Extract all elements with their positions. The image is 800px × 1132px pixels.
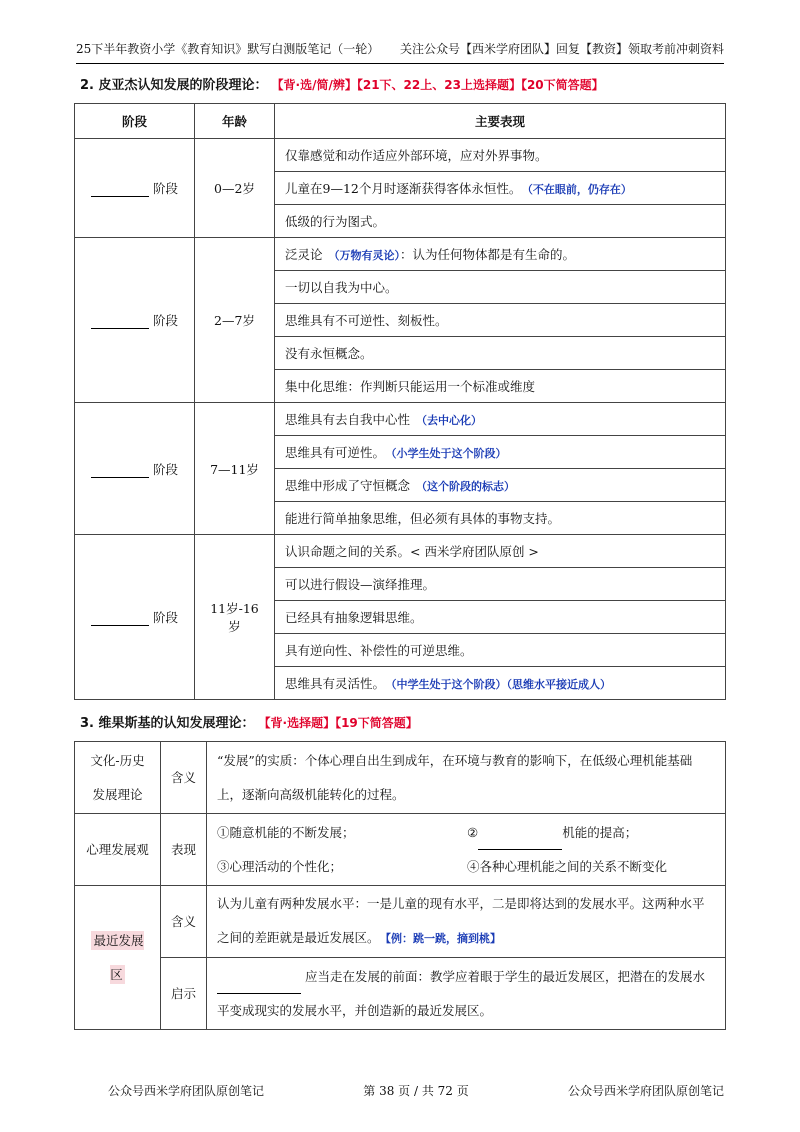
page-footer (108, 1082, 724, 1099)
section2-tags: 【背·选/简/辨】【21下、22上、23上选择题】【20下简答题】 (277, 78, 604, 92)
row1-content: “发展”的实质：个体心理自出生到成年，在环境与教育的影响下，在低级心理机能基础上，逐渐向高级机能转化的过程。 (207, 742, 726, 814)
stage-name-cell: 阶段 (75, 238, 195, 403)
note: （去中心化） (416, 414, 483, 427)
note: （万物有灵论） (328, 249, 401, 262)
performance-cell: 低级的行为图式。 (275, 205, 726, 238)
table-row (75, 535, 726, 568)
section3-tags: 【背·选择题】【19下简答题】 (264, 716, 418, 730)
blank-field (91, 611, 149, 626)
footer-right: 公众号西米学府团队原创笔记 (567, 1084, 724, 1098)
stage-name-cell: 阶段 (75, 139, 195, 238)
row2-label: 心理发展观 (75, 814, 161, 886)
performance-cell: 没有永恒概念。 (275, 337, 726, 370)
stage-age-cell: 2—7岁 (195, 238, 275, 403)
page-header (76, 40, 724, 60)
performance-cell: 泛灵论 （万物有灵论）：认为任何物体都是有生命的。 (275, 238, 726, 271)
row2-content: ①随意机能的不断发展； ② 机能的提高； ③心理活动的个性化； ④各种心理机能之间的关系不断变化 (207, 814, 726, 886)
stage-age-cell: 11岁-16岁 (195, 535, 275, 700)
performance-cell: 一切以自我为中心。 (275, 271, 726, 304)
row3-content: 认为儿童有两种发展水平：一是儿童的现有水平，二是即将达到的发展水平。这两种水平之间的差距就是最近发展区。 【例：跳一跳，摘到桃】 (207, 886, 726, 958)
row3-type: 含义 (161, 886, 207, 958)
note: （中学生处于这个阶段）（思维水平接近成人） (391, 678, 612, 691)
performance-cell: 儿童在9—12个月时逐渐获得客体永恒性。 （不在眼前，仍存在） (275, 172, 726, 205)
stage-age-cell: 7—11岁 (195, 403, 275, 535)
row2-type: 表现 (161, 814, 207, 886)
blank-field (91, 314, 149, 329)
performance-cell: 仅靠感觉和动作适应外部环境，应对外界事物。 (275, 139, 726, 172)
footer-left: 公众号西米学府团队原创笔记 (108, 1084, 265, 1098)
row3-label: 最近发展区 (75, 886, 161, 1030)
blank-field (91, 182, 149, 197)
row4-type: 启示 (161, 958, 207, 1030)
col-performance: 主要表现 (275, 104, 726, 139)
vygotsky-table (74, 741, 726, 1030)
performance-cell: 思维具有可逆性。 （小学生处于这个阶段） (275, 436, 726, 469)
row4-content: 应当走在发展的前面：教学应着眼于学生的最近发展区，把潜在的发展水平变成现实的发展水平，并创造新的最近发展区。 (207, 958, 726, 1030)
piaget-table (74, 103, 726, 700)
table-row (75, 238, 726, 271)
blank-field (478, 835, 562, 850)
header-left: 25下半年教资小学《教育知识》默写白测版笔记（一轮） (76, 42, 380, 56)
note: （小学生处于这个阶段） (391, 447, 507, 460)
stage-name-cell: 阶段 (75, 403, 195, 535)
performance-cell: 已经具有抽象逻辑思维。 (275, 601, 726, 634)
header-rule (76, 63, 724, 64)
section3-title: 3. 维果斯基的认知发展理论： 【背·选择题】【19下简答题】 (80, 716, 418, 731)
performance-cell: 思维中形成了守恒概念 （这个阶段的标志） (275, 469, 726, 502)
note: （这个阶段的标志） (416, 480, 516, 493)
blank-field (217, 979, 301, 994)
performance-cell: 思维具有灵活性。 （中学生处于这个阶段）（思维水平接近成人） (275, 667, 726, 700)
performance-cell: 能进行简单抽象思维，但必须有具体的事物支持。 (275, 502, 726, 535)
performance-cell: 思维具有去自我中心性 （去中心化） (275, 403, 726, 436)
note: （不在眼前，仍存在） (527, 183, 632, 196)
blank-field (91, 463, 149, 478)
performance-cell: 思维具有不可逆性、刻板性。 (275, 304, 726, 337)
col-age: 年龄 (195, 104, 275, 139)
table-row (75, 139, 726, 172)
performance-cell: 集中化思维：作判断只能运用一个标准或维度 (275, 370, 726, 403)
performance-cell: 可以进行假设—演绎推理。 (275, 568, 726, 601)
header-right: 关注公众号【西米学府团队】回复【教资】领取考前冲刺资料 (399, 42, 724, 56)
performance-cell: 具有逆向性、补偿性的可逆思维。 (275, 634, 726, 667)
row1-label: 文化-历史发展理论 (75, 742, 161, 814)
table-row (75, 403, 726, 436)
stage-age-cell: 0—2岁 (195, 139, 275, 238)
section2-title: 2. 皮亚杰认知发展的阶段理论： 【背·选/简/辨】【21下、22上、23上选择题】【20下简答题】 (80, 78, 604, 93)
performance-cell: 认识命题之间的关系。< 西米学府团队原创 > (275, 535, 726, 568)
row1-type: 含义 (161, 742, 207, 814)
footer-page-number: 第 38 页 / 共 72 页 (363, 1084, 469, 1098)
col-stage: 阶段 (75, 104, 195, 139)
stage-name-cell: 阶段 (75, 535, 195, 700)
